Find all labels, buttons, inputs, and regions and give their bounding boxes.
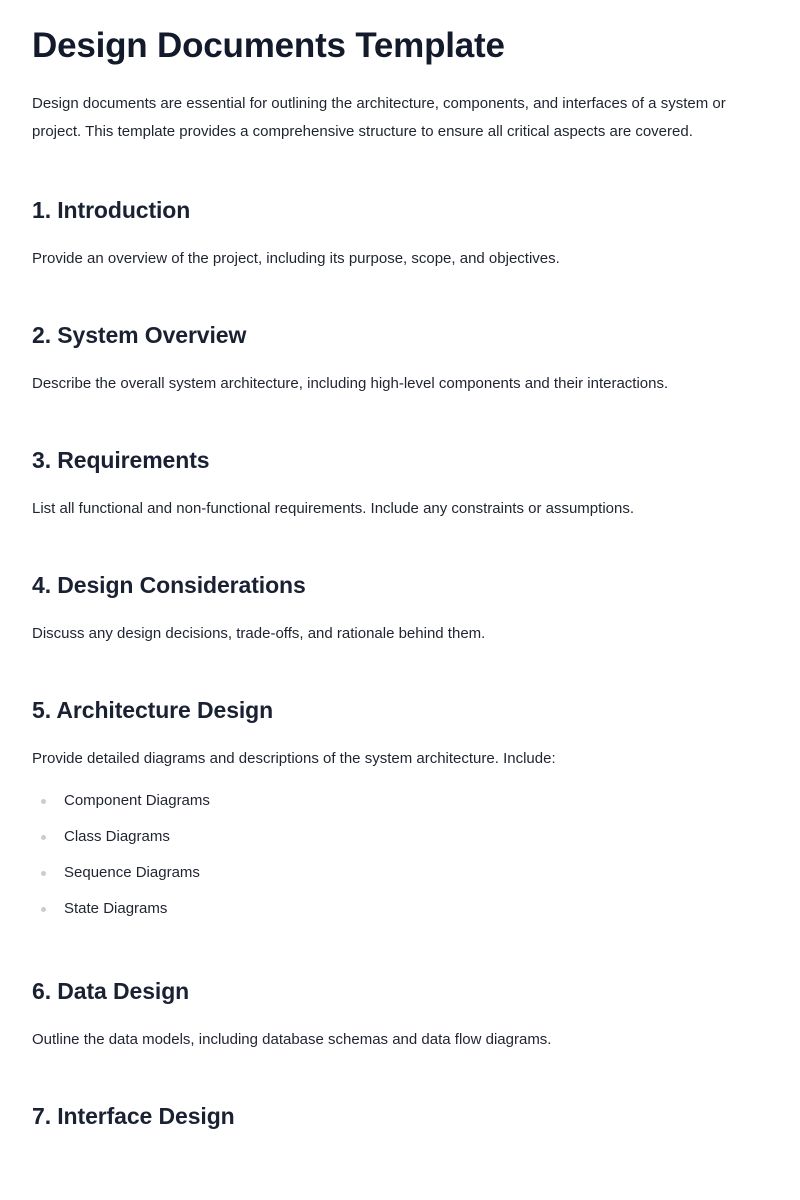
section-system-overview <box>32 318 768 396</box>
section-body: Provide an overview of the project, including its purpose, scope, and objectives. <box>32 250 560 267</box>
section-body: Discuss any design decisions, trade-offs, and rationale behind them. <box>32 625 486 642</box>
section-body: List all functional and non-functional requirements. Include any constraints or assumptions. <box>32 500 634 517</box>
list-item <box>32 891 768 927</box>
bullet-icon <box>41 871 46 876</box>
section-heading: 2. System Overview <box>32 322 247 348</box>
section-architecture-design <box>32 693 768 927</box>
section-body: Describe the overall system architecture, including high-level components and their interactions. <box>32 375 669 392</box>
bullet-icon <box>41 907 46 912</box>
list-item-label: State Diagrams <box>64 900 168 917</box>
section-requirements <box>32 443 768 521</box>
section-interface-design <box>32 1099 768 1133</box>
bullet-icon <box>41 835 46 840</box>
list-item-label: Class Diagrams <box>64 828 170 845</box>
section-body: Provide detailed diagrams and descriptions of the system architecture. Include: <box>32 750 556 767</box>
section-heading: 1. Introduction <box>32 197 191 223</box>
section-data-design <box>32 974 768 1052</box>
section-heading: 4. Design Considerations <box>32 572 306 598</box>
section-heading: 3. Requirements <box>32 447 210 473</box>
diagram-list <box>32 783 768 927</box>
list-item-label: Component Diagrams <box>64 792 210 809</box>
section-design-considerations <box>32 568 768 646</box>
section-body: Outline the data models, including database schemas and data flow diagrams. <box>32 1031 552 1048</box>
section-heading: 5. Architecture Design <box>32 697 274 723</box>
bullet-icon <box>41 799 46 804</box>
list-item <box>32 783 768 819</box>
section-heading: 7. Interface Design <box>32 1103 235 1129</box>
list-item <box>32 819 768 855</box>
section-introduction <box>32 193 768 271</box>
list-item-label: Sequence Diagrams <box>64 864 200 881</box>
page-title: Design Documents Template <box>32 26 505 65</box>
intro-paragraph: Design documents are essential for outlining the architecture, components, and interfaces of a system or project. This template provides a comprehensive structure to ensure all critical aspects are covered. <box>32 95 726 140</box>
section-heading: 6. Data Design <box>32 978 190 1004</box>
list-item <box>32 855 768 891</box>
